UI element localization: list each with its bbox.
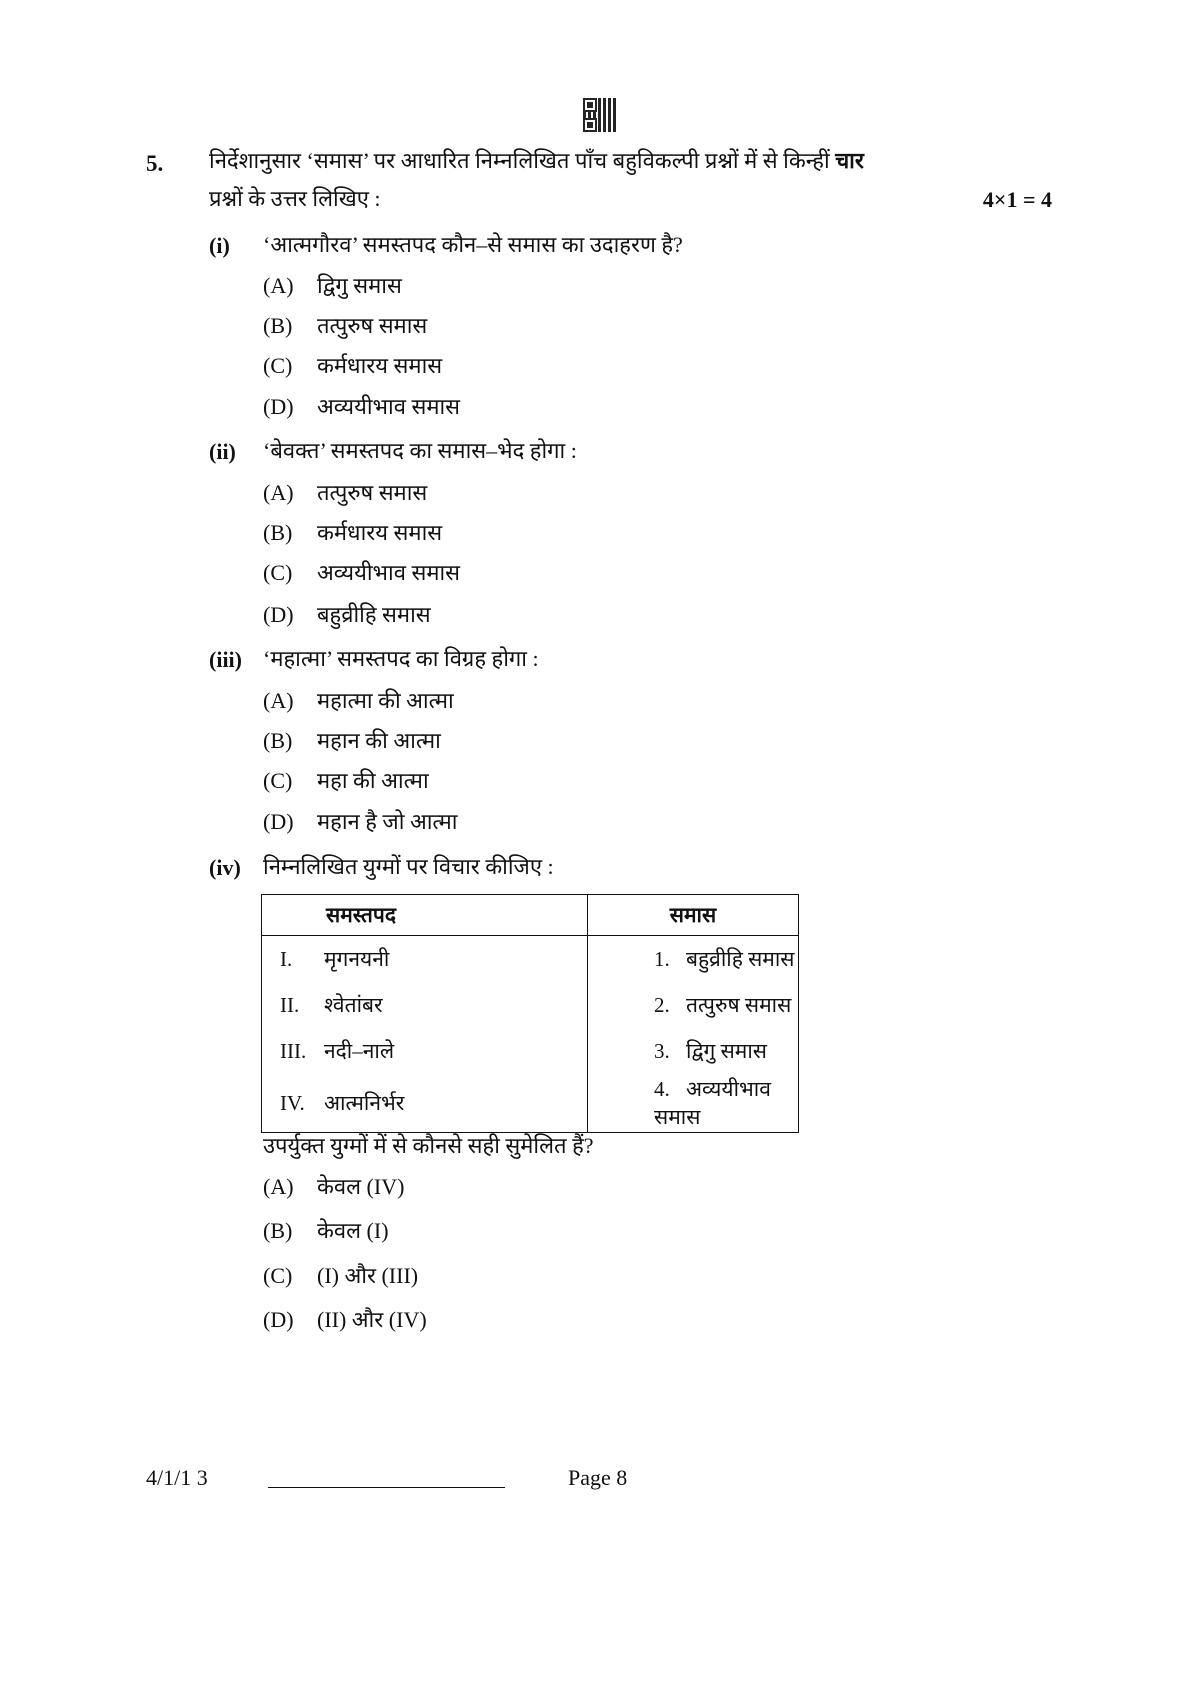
question-text-line1: निर्देशानुसार ‘समास’ पर आधारित निम्नलिखित पाँच बहुविकल्पी प्रश्नों में से किन्हीं bbox=[209, 148, 830, 173]
option-key: (B) bbox=[263, 728, 293, 753]
subquestion-text: ‘बेवक्त’ समस्तपद का समास–भेद होगा : bbox=[263, 438, 577, 463]
row-number: 1. bbox=[654, 947, 670, 971]
option bbox=[263, 482, 427, 504]
row-number: 4. bbox=[654, 1077, 670, 1101]
row-term: श्वेतांबर bbox=[324, 993, 383, 1017]
table-header-samastpad: समस्तपद bbox=[262, 895, 588, 936]
option-text: कर्मधारय समास bbox=[317, 520, 443, 545]
option-text: केवल (IV) bbox=[317, 1174, 405, 1199]
option-text: महात्मा की आत्मा bbox=[317, 688, 454, 713]
option-text: तत्पुरुष समास bbox=[317, 480, 428, 505]
table-row bbox=[262, 1074, 799, 1133]
option-key: (C) bbox=[263, 560, 293, 585]
option bbox=[263, 604, 431, 626]
option-key: (B) bbox=[263, 1218, 293, 1243]
row-numeral: IV. bbox=[280, 1091, 305, 1115]
question-text-bold: चार bbox=[835, 148, 864, 173]
matching-table bbox=[261, 894, 799, 1133]
row-samas: बहुव्रीहि समास bbox=[686, 947, 795, 971]
option bbox=[263, 770, 429, 792]
subquestion-text: ‘आत्मगौरव’ समस्तपद कौन–से समास का उदाहरण है? bbox=[263, 232, 683, 257]
footer-divider bbox=[268, 1487, 505, 1488]
question-number: 5. bbox=[146, 151, 164, 176]
option bbox=[263, 811, 457, 833]
option-text: महा की आत्मा bbox=[317, 768, 429, 793]
option-key: (B) bbox=[263, 313, 293, 338]
subquestion-text: ‘महात्मा’ समस्तपद का विग्रह होगा : bbox=[263, 646, 539, 671]
subquestion-label: (ii) bbox=[209, 439, 236, 464]
option bbox=[263, 1309, 427, 1331]
row-term: मृगनयनी bbox=[324, 947, 390, 971]
option bbox=[263, 1176, 404, 1198]
option-key: (A) bbox=[263, 688, 294, 713]
option-text: महान है जो आत्मा bbox=[317, 809, 458, 834]
option-key: (C) bbox=[263, 768, 293, 793]
qr-code-icon bbox=[583, 98, 617, 132]
option bbox=[263, 522, 442, 544]
footer-code: 4/1/1 3 bbox=[146, 1465, 208, 1490]
option bbox=[263, 562, 460, 584]
option bbox=[263, 1265, 418, 1287]
row-numeral: II. bbox=[280, 993, 300, 1017]
table-row bbox=[262, 1028, 799, 1074]
followup-question: उपर्युक्त युग्मों में से कौनसे सही सुमेलित हैं? bbox=[263, 1133, 594, 1158]
question-text bbox=[209, 150, 864, 172]
option bbox=[263, 730, 441, 752]
question-text-line2: प्रश्नों के उत्तर लिखिए : bbox=[209, 186, 381, 211]
option-key: (D) bbox=[263, 602, 294, 627]
row-samas: अव्ययीभाव समास bbox=[654, 1077, 771, 1129]
row-samas: तत्पुरुष समास bbox=[686, 993, 792, 1017]
row-numeral: III. bbox=[280, 1039, 307, 1063]
option bbox=[263, 396, 460, 418]
row-term: नदी–नाले bbox=[324, 1039, 395, 1063]
subquestion-label: (iii) bbox=[209, 647, 242, 672]
option bbox=[263, 275, 402, 297]
option-key: (B) bbox=[263, 520, 293, 545]
option-text: बहुव्रीहि समास bbox=[317, 602, 431, 627]
option-text: केवल (I) bbox=[317, 1218, 389, 1243]
row-number: 2. bbox=[654, 993, 670, 1017]
option bbox=[263, 1220, 389, 1242]
option-text: महान की आत्मा bbox=[317, 728, 441, 753]
option-key: (D) bbox=[263, 1307, 294, 1332]
table-row bbox=[262, 936, 799, 983]
option-text: (I) और (III) bbox=[317, 1263, 419, 1288]
row-samas: द्विगु समास bbox=[686, 1039, 767, 1063]
option-text: तत्पुरुष समास bbox=[317, 313, 428, 338]
row-number: 3. bbox=[654, 1039, 670, 1063]
subquestion-text: निम्नलिखित युग्मों पर विचार कीजिए : bbox=[263, 854, 554, 879]
table-header-samas: समास bbox=[588, 895, 799, 936]
option bbox=[263, 690, 454, 712]
row-term: आत्मनिर्भर bbox=[324, 1091, 405, 1115]
page-number: Page 8 bbox=[568, 1465, 628, 1490]
option-key: (A) bbox=[263, 480, 294, 505]
option-key: (D) bbox=[263, 394, 294, 419]
table-row bbox=[262, 982, 799, 1028]
option bbox=[263, 315, 427, 337]
row-numeral: I. bbox=[280, 947, 293, 971]
question-marks: 4×1 = 4 bbox=[982, 187, 1052, 212]
option-text: (II) और (IV) bbox=[317, 1307, 427, 1332]
option-key: (C) bbox=[263, 353, 293, 378]
option-key: (A) bbox=[263, 273, 294, 298]
option-key: (C) bbox=[263, 1263, 293, 1288]
option bbox=[263, 355, 442, 377]
option-text: अव्ययीभाव समास bbox=[317, 560, 461, 585]
option-text: द्विगु समास bbox=[317, 273, 402, 298]
subquestion-label: (i) bbox=[209, 233, 230, 258]
option-key: (D) bbox=[263, 809, 294, 834]
option-key: (A) bbox=[263, 1174, 294, 1199]
subquestion-label: (iv) bbox=[209, 855, 241, 880]
option-text: अव्ययीभाव समास bbox=[317, 394, 461, 419]
option-text: कर्मधारय समास bbox=[317, 353, 443, 378]
